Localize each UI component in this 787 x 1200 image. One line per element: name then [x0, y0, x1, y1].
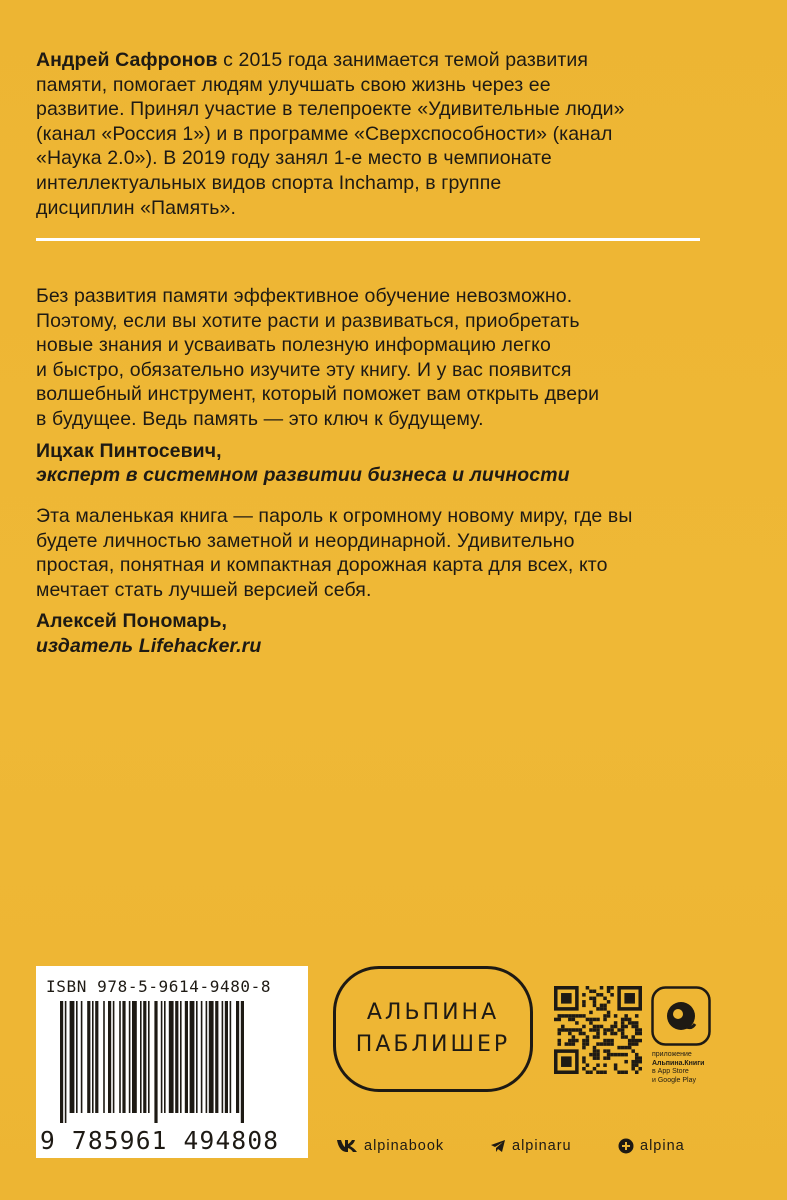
bio-line: «Наука 2.0»). В 2019 году занял 1-е место в чемпионате	[36, 147, 552, 170]
quote-line: волшебный инструмент, который поможет вам открыть двери	[36, 383, 600, 406]
bio-line: (канал «Россия 1») и в программе «Сверхспособности» (канал	[36, 122, 613, 145]
bio-line: интеллектуальных видов спорта Inchamp, в группе	[36, 171, 502, 194]
testimonial-author: Ицхак Пинтосевич,	[36, 439, 222, 462]
qr-code	[554, 986, 642, 1074]
testimonial-2	[36, 504, 706, 659]
publisher-logo-line: ПАБЛИШЕР	[355, 1032, 511, 1057]
app-logo-icon	[651, 986, 711, 1046]
vk-icon	[336, 1139, 358, 1153]
telegram-icon	[490, 1139, 506, 1153]
testimonial-1	[36, 284, 706, 488]
plus-circle-icon	[618, 1138, 634, 1154]
quote-line: Поэтому, если вы хотите расти и развиваться, приобретать	[36, 309, 580, 332]
author-name: Андрей Сафронов	[36, 49, 218, 71]
testimonial-role: издатель Lifehacker.ru	[36, 634, 262, 657]
social-telegram[interactable]	[490, 1134, 572, 1158]
quote-line: Без развития памяти эффективное обучение невозможно.	[36, 285, 573, 307]
bio-line: развитие. Принял участие в телепроекте «Удивительные люди»	[36, 98, 625, 121]
divider	[36, 238, 700, 241]
publisher-logo	[333, 966, 533, 1092]
quote-line: мечтает стать лучшей версией себя.	[36, 578, 372, 601]
bio-line: дисциплин «Память».	[36, 196, 237, 219]
app-caption-line: приложение	[652, 1051, 692, 1058]
quote-line: простая, понятная и компактная дорожная карта для всех, кто	[36, 554, 608, 577]
bio-line	[36, 48, 706, 73]
bio-line: памяти, помогает людям улучшать свою жизнь через ее	[36, 73, 551, 96]
quote-line: и быстро, обязательно изучите эту книгу. И у вас появится	[36, 358, 572, 381]
publisher-logo-line: АЛЬПИНА	[366, 1000, 500, 1025]
isbn-label: ISBN 978-5-9614-9480-8	[46, 977, 272, 996]
ean-digits: 9 785961 494808	[40, 1126, 280, 1155]
testimonial-role: эксперт в системном развитии бизнеса и личности	[36, 464, 570, 487]
barcode-bars	[60, 1001, 296, 1123]
quote-line: Эта маленькая книга — пароль к огромному новому миру, где вы	[36, 505, 633, 527]
app-caption	[652, 1051, 732, 1085]
author-bio	[36, 48, 706, 220]
social-vk[interactable]	[336, 1134, 444, 1158]
app-caption-line: в App Store	[652, 1068, 689, 1075]
social-handle: alpina	[640, 1138, 685, 1154]
quote-line: в будущее. Ведь память — это ключ к будущему.	[36, 407, 484, 430]
social-other[interactable]	[618, 1134, 685, 1158]
quote-line: новые знания и усваивать полезную информацию легко	[36, 334, 551, 357]
app-caption-line: и Google Play	[652, 1076, 696, 1084]
social-handle: alpinabook	[364, 1138, 445, 1154]
testimonial-author: Алексей Пономарь,	[36, 610, 228, 633]
bio-text: с 2015 года занимается темой развития	[217, 49, 589, 71]
social-handle: alpinaru	[512, 1138, 572, 1154]
app-name: Альпина.Книги	[652, 1059, 705, 1067]
quote-line: будете личностью заметной и неординарной. Удивительно	[36, 529, 575, 552]
